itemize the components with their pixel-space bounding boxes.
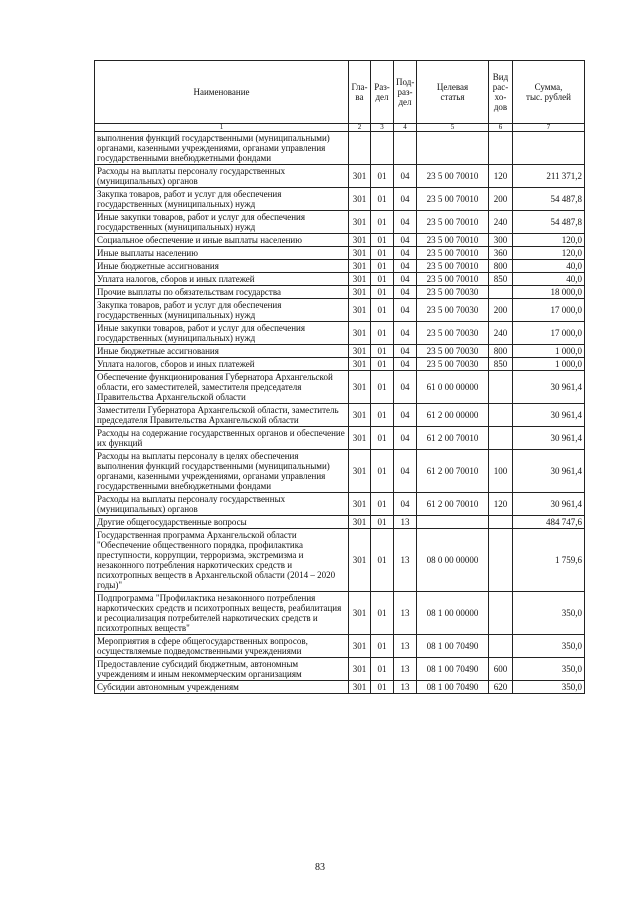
table-row bbox=[95, 635, 585, 658]
cell-name: Иные бюджетные ассигнования bbox=[95, 260, 349, 273]
cell-vid bbox=[489, 286, 513, 299]
cell-name: Государственная программа Архангельской области "Обеспечение общественного порядка, профилактика преступности, коррупции, терроризма, экстремизма и незаконного потребления наркотических средств и психотропных веществ в Архангельской области (2014 – 2020 годы)" bbox=[95, 529, 349, 592]
cell-vid bbox=[489, 371, 513, 404]
cell-target: 23 5 00 70010 bbox=[417, 188, 489, 211]
cell-vid: 100 bbox=[489, 450, 513, 493]
table-row bbox=[95, 132, 585, 165]
cell-podrazdel: 04 bbox=[394, 273, 417, 286]
cell-sum: 40,0 bbox=[513, 260, 585, 273]
cell-name: Иные выплаты населению bbox=[95, 247, 349, 260]
table-row bbox=[95, 427, 585, 450]
cell-target: 61 2 00 70010 bbox=[417, 493, 489, 516]
cell-razdel: 01 bbox=[371, 358, 394, 371]
table-row bbox=[95, 188, 585, 211]
cell-name: Субсидии автономным учреждениям bbox=[95, 681, 349, 694]
table-row bbox=[95, 322, 585, 345]
cell-podrazdel: 04 bbox=[394, 286, 417, 299]
cell-name: Предоставление субсидий бюджетным, автономным учреждениям и иным некоммерческим организациям bbox=[95, 658, 349, 681]
table-row bbox=[95, 371, 585, 404]
cell-name: Уплата налогов, сборов и иных платежей bbox=[95, 358, 349, 371]
cell-vid bbox=[489, 132, 513, 165]
cell-glava: 301 bbox=[349, 299, 371, 322]
cell-target: 61 2 00 70010 bbox=[417, 450, 489, 493]
cell-razdel: 01 bbox=[371, 516, 394, 529]
cell-vid: 200 bbox=[489, 188, 513, 211]
cell-razdel: 01 bbox=[371, 658, 394, 681]
cell-sum: 17 000,0 bbox=[513, 322, 585, 345]
table-row bbox=[95, 681, 585, 694]
cell-podrazdel: 04 bbox=[394, 247, 417, 260]
cell-name: Подпрограмма "Профилактика незаконного потребления наркотических средств и психотропных веществ, реабилитация и ресоциализация потребителей наркотических средств и психотропных веществ" bbox=[95, 592, 349, 635]
cell-name: Расходы на выплаты персоналу в целях обеспечения выполнения функций государственными (муниципальными) органами, казенными учреждениями, органами управления государственными внебюджетными фондами bbox=[95, 450, 349, 493]
cell-glava: 301 bbox=[349, 450, 371, 493]
cell-sum: 1 759,6 bbox=[513, 529, 585, 592]
table-row bbox=[95, 211, 585, 234]
table-row bbox=[95, 493, 585, 516]
cell-vid bbox=[489, 516, 513, 529]
cell-name: Мероприятия в сфере общегосударственных вопросов, осуществляемые подведомственными учреждениями bbox=[95, 635, 349, 658]
header-name: Наименование bbox=[95, 61, 349, 124]
table-row bbox=[95, 260, 585, 273]
cell-podrazdel: 04 bbox=[394, 493, 417, 516]
table-row bbox=[95, 165, 585, 188]
cell-vid: 800 bbox=[489, 345, 513, 358]
cell-podrazdel: 04 bbox=[394, 299, 417, 322]
cell-target: 23 5 00 70030 bbox=[417, 345, 489, 358]
header-sum: Сумма, тыс. рублей bbox=[513, 61, 585, 124]
cell-podrazdel: 04 bbox=[394, 211, 417, 234]
cell-vid bbox=[489, 592, 513, 635]
cell-name: Иные закупки товаров, работ и услуг для обеспечения государственных (муниципальных) нужд bbox=[95, 322, 349, 345]
table-row bbox=[95, 450, 585, 493]
cell-razdel: 01 bbox=[371, 211, 394, 234]
cell-glava: 301 bbox=[349, 516, 371, 529]
cell-podrazdel: 04 bbox=[394, 165, 417, 188]
cell-razdel: 01 bbox=[371, 371, 394, 404]
cell-name: Закупка товаров, работ и услуг для обеспечения государственных (муниципальных) нужд bbox=[95, 299, 349, 322]
cell-podrazdel: 04 bbox=[394, 371, 417, 404]
cell-podrazdel: 04 bbox=[394, 234, 417, 247]
column-number: 6 bbox=[489, 124, 513, 132]
cell-vid bbox=[489, 427, 513, 450]
cell-razdel: 01 bbox=[371, 273, 394, 286]
cell-razdel: 01 bbox=[371, 427, 394, 450]
cell-target: 08 0 00 00000 bbox=[417, 529, 489, 592]
table-row bbox=[95, 516, 585, 529]
cell-razdel: 01 bbox=[371, 247, 394, 260]
column-number: 4 bbox=[394, 124, 417, 132]
column-number: 2 bbox=[349, 124, 371, 132]
cell-target: 61 2 00 70010 bbox=[417, 427, 489, 450]
cell-sum: 30 961,4 bbox=[513, 493, 585, 516]
cell-name: Иные бюджетные ассигнования bbox=[95, 345, 349, 358]
cell-sum: 54 487,8 bbox=[513, 211, 585, 234]
cell-vid: 850 bbox=[489, 273, 513, 286]
cell-glava: 301 bbox=[349, 358, 371, 371]
cell-sum: 18 000,0 bbox=[513, 286, 585, 299]
cell-sum: 30 961,4 bbox=[513, 371, 585, 404]
header-podrazdel: Под- раз- дел bbox=[394, 61, 417, 124]
cell-vid: 120 bbox=[489, 165, 513, 188]
cell-sum: 1 000,0 bbox=[513, 358, 585, 371]
cell-vid bbox=[489, 529, 513, 592]
table-row bbox=[95, 234, 585, 247]
cell-target: 23 5 00 70030 bbox=[417, 299, 489, 322]
cell-podrazdel: 13 bbox=[394, 592, 417, 635]
cell-razdel: 01 bbox=[371, 529, 394, 592]
cell-vid bbox=[489, 404, 513, 427]
cell-glava: 301 bbox=[349, 529, 371, 592]
cell-vid: 600 bbox=[489, 658, 513, 681]
cell-sum: 350,0 bbox=[513, 681, 585, 694]
cell-razdel: 01 bbox=[371, 299, 394, 322]
cell-name: выполнения функций государственными (муниципальными) органами, казенными учреждениями, органами управления государственными внебюджетными фондами bbox=[95, 132, 349, 165]
page-number: 83 bbox=[315, 862, 325, 873]
cell-target: 23 5 00 70010 bbox=[417, 211, 489, 234]
column-numbers-row bbox=[95, 124, 585, 132]
table-row bbox=[95, 358, 585, 371]
cell-glava bbox=[349, 132, 371, 165]
header-target: Целевая статья bbox=[417, 61, 489, 124]
cell-name: Социальное обеспечение и иные выплаты населению bbox=[95, 234, 349, 247]
cell-name: Иные закупки товаров, работ и услуг для обеспечения государственных (муниципальных) нужд bbox=[95, 211, 349, 234]
table-row bbox=[95, 345, 585, 358]
cell-glava: 301 bbox=[349, 234, 371, 247]
cell-razdel: 01 bbox=[371, 345, 394, 358]
cell-glava: 301 bbox=[349, 493, 371, 516]
cell-name: Уплата налогов, сборов и иных платежей bbox=[95, 273, 349, 286]
table-body bbox=[95, 132, 585, 694]
cell-glava: 301 bbox=[349, 165, 371, 188]
table-header bbox=[95, 61, 585, 132]
table-row bbox=[95, 286, 585, 299]
cell-razdel: 01 bbox=[371, 681, 394, 694]
cell-target: 23 5 00 70010 bbox=[417, 234, 489, 247]
cell-sum: 120,0 bbox=[513, 234, 585, 247]
cell-glava: 301 bbox=[349, 427, 371, 450]
cell-podrazdel: 04 bbox=[394, 188, 417, 211]
cell-vid: 300 bbox=[489, 234, 513, 247]
cell-podrazdel: 04 bbox=[394, 450, 417, 493]
cell-name: Прочие выплаты по обязательствам государства bbox=[95, 286, 349, 299]
cell-sum: 17 000,0 bbox=[513, 299, 585, 322]
cell-target: 61 2 00 00000 bbox=[417, 404, 489, 427]
table-row bbox=[95, 299, 585, 322]
cell-vid: 360 bbox=[489, 247, 513, 260]
cell-razdel: 01 bbox=[371, 165, 394, 188]
cell-target: 23 5 00 70010 bbox=[417, 247, 489, 260]
cell-vid: 120 bbox=[489, 493, 513, 516]
table-row bbox=[95, 404, 585, 427]
cell-glava: 301 bbox=[349, 260, 371, 273]
cell-sum: 484 747,6 bbox=[513, 516, 585, 529]
cell-glava: 301 bbox=[349, 345, 371, 358]
column-number: 3 bbox=[371, 124, 394, 132]
cell-vid: 240 bbox=[489, 322, 513, 345]
cell-name: Другие общегосударственные вопросы bbox=[95, 516, 349, 529]
cell-podrazdel: 04 bbox=[394, 345, 417, 358]
cell-name: Закупка товаров, работ и услуг для обеспечения государственных (муниципальных) нужд bbox=[95, 188, 349, 211]
cell-sum: 350,0 bbox=[513, 592, 585, 635]
cell-target: 08 1 00 70490 bbox=[417, 658, 489, 681]
cell-glava: 301 bbox=[349, 635, 371, 658]
cell-sum: 30 961,4 bbox=[513, 404, 585, 427]
header-vid: Вид рас- хо- дов bbox=[489, 61, 513, 124]
cell-sum: 1 000,0 bbox=[513, 345, 585, 358]
cell-name: Заместители Губернатора Архангельской области, заместитель председателя Правительства Архангельской области bbox=[95, 404, 349, 427]
cell-glava: 301 bbox=[349, 188, 371, 211]
table-row bbox=[95, 658, 585, 681]
cell-podrazdel: 13 bbox=[394, 516, 417, 529]
cell-name: Обеспечение функционирования Губернатора Архангельской области, его заместителей, заместителя председателя Правительства Архангельской области bbox=[95, 371, 349, 404]
cell-target bbox=[417, 516, 489, 529]
cell-razdel: 01 bbox=[371, 592, 394, 635]
cell-target: 23 5 00 70030 bbox=[417, 358, 489, 371]
cell-podrazdel: 04 bbox=[394, 322, 417, 345]
cell-podrazdel bbox=[394, 132, 417, 165]
cell-vid: 200 bbox=[489, 299, 513, 322]
cell-razdel: 01 bbox=[371, 493, 394, 516]
cell-vid: 850 bbox=[489, 358, 513, 371]
cell-target bbox=[417, 132, 489, 165]
column-number: 7 bbox=[513, 124, 585, 132]
cell-podrazdel: 13 bbox=[394, 529, 417, 592]
header-razdel: Раз- дел bbox=[371, 61, 394, 124]
cell-glava: 301 bbox=[349, 211, 371, 234]
cell-razdel: 01 bbox=[371, 260, 394, 273]
cell-razdel: 01 bbox=[371, 322, 394, 345]
column-number: 5 bbox=[417, 124, 489, 132]
cell-glava: 301 bbox=[349, 371, 371, 404]
cell-glava: 301 bbox=[349, 273, 371, 286]
cell-name: Расходы на содержание государственных органов и обеспечение их функций bbox=[95, 427, 349, 450]
cell-target: 23 5 00 70030 bbox=[417, 286, 489, 299]
cell-razdel: 01 bbox=[371, 234, 394, 247]
cell-vid: 620 bbox=[489, 681, 513, 694]
cell-podrazdel: 13 bbox=[394, 658, 417, 681]
cell-razdel bbox=[371, 132, 394, 165]
cell-glava: 301 bbox=[349, 404, 371, 427]
cell-target: 23 5 00 70010 bbox=[417, 273, 489, 286]
cell-podrazdel: 04 bbox=[394, 358, 417, 371]
cell-vid: 800 bbox=[489, 260, 513, 273]
cell-sum: 30 961,4 bbox=[513, 427, 585, 450]
cell-glava: 301 bbox=[349, 658, 371, 681]
cell-target: 08 1 00 70490 bbox=[417, 681, 489, 694]
header-glava: Гла- ва bbox=[349, 61, 371, 124]
cell-target: 23 5 00 70010 bbox=[417, 165, 489, 188]
cell-podrazdel: 04 bbox=[394, 427, 417, 450]
cell-target: 23 5 00 70030 bbox=[417, 322, 489, 345]
cell-razdel: 01 bbox=[371, 286, 394, 299]
cell-glava: 301 bbox=[349, 322, 371, 345]
cell-podrazdel: 04 bbox=[394, 404, 417, 427]
column-number: 1 bbox=[95, 124, 349, 132]
cell-sum: 350,0 bbox=[513, 635, 585, 658]
cell-target: 08 1 00 00000 bbox=[417, 592, 489, 635]
cell-podrazdel: 13 bbox=[394, 681, 417, 694]
cell-glava: 301 bbox=[349, 681, 371, 694]
budget-table bbox=[94, 60, 585, 694]
cell-razdel: 01 bbox=[371, 404, 394, 427]
cell-razdel: 01 bbox=[371, 188, 394, 211]
table-row bbox=[95, 592, 585, 635]
cell-sum: 30 961,4 bbox=[513, 450, 585, 493]
cell-razdel: 01 bbox=[371, 635, 394, 658]
table-row bbox=[95, 247, 585, 260]
cell-sum: 54 487,8 bbox=[513, 188, 585, 211]
table-row bbox=[95, 529, 585, 592]
cell-sum bbox=[513, 132, 585, 165]
cell-sum: 211 371,2 bbox=[513, 165, 585, 188]
cell-name: Расходы на выплаты персоналу государственных (муниципальных) органов bbox=[95, 493, 349, 516]
cell-name: Расходы на выплаты персоналу государственных (муниципальных) органов bbox=[95, 165, 349, 188]
cell-sum: 40,0 bbox=[513, 273, 585, 286]
cell-target: 23 5 00 70010 bbox=[417, 260, 489, 273]
cell-glava: 301 bbox=[349, 592, 371, 635]
cell-podrazdel: 13 bbox=[394, 635, 417, 658]
cell-razdel: 01 bbox=[371, 450, 394, 493]
cell-sum: 350,0 bbox=[513, 658, 585, 681]
cell-vid: 240 bbox=[489, 211, 513, 234]
cell-glava: 301 bbox=[349, 286, 371, 299]
cell-sum: 120,0 bbox=[513, 247, 585, 260]
cell-glava: 301 bbox=[349, 247, 371, 260]
cell-target: 08 1 00 70490 bbox=[417, 635, 489, 658]
cell-vid bbox=[489, 635, 513, 658]
table-row bbox=[95, 273, 585, 286]
cell-target: 61 0 00 00000 bbox=[417, 371, 489, 404]
cell-podrazdel: 04 bbox=[394, 260, 417, 273]
